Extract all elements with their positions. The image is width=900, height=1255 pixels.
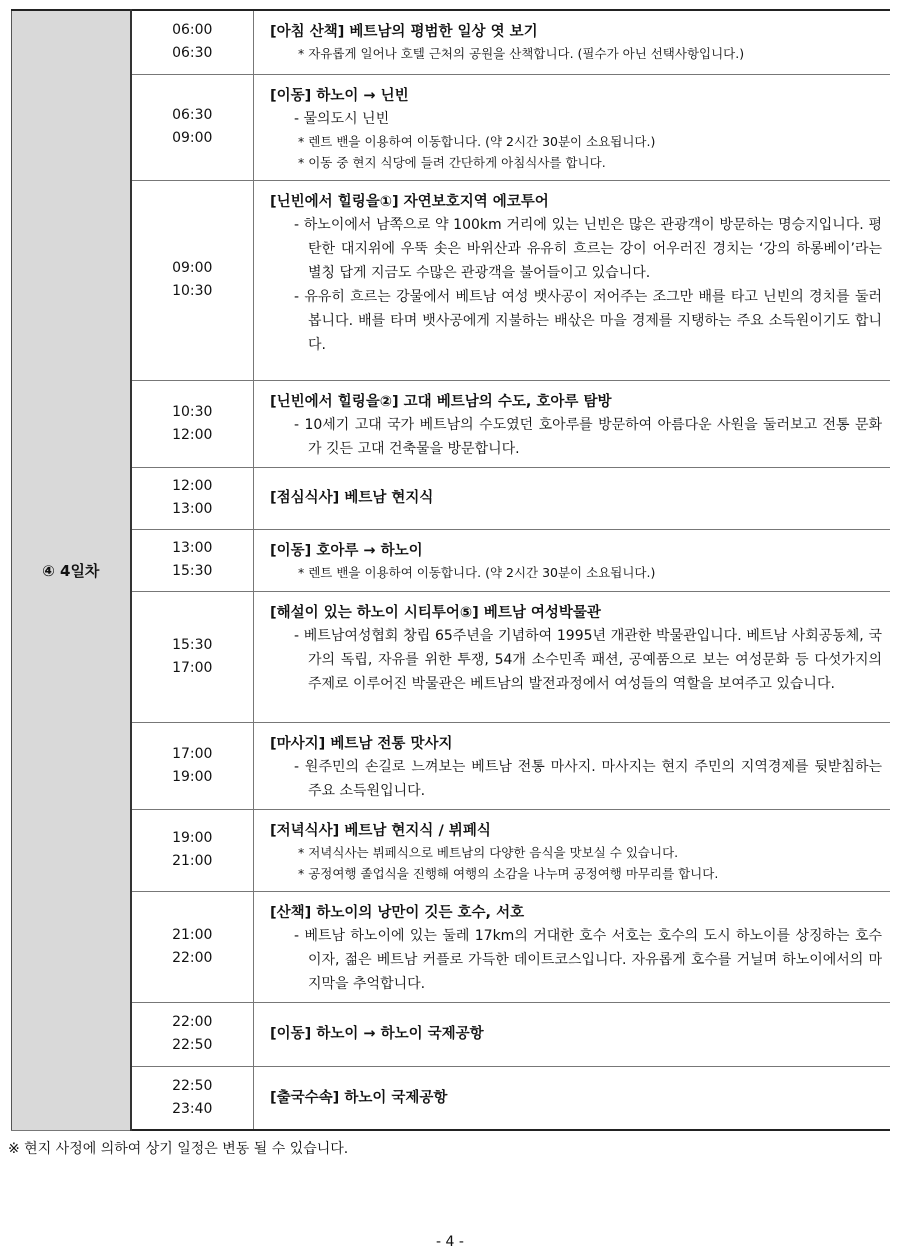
time-range: [131, 591, 254, 722]
activity-title: [저녁식사] 베트남 현지식 / 뷔페식: [270, 822, 491, 839]
activity-detail: - 베트남여성협회 창립 65주년을 기념하여 1995년 개관한 박물관입니다. 베트남 사회공동체, 국가의 독립, 자유를 위한 투쟁, 54개 소수민족 패션, 공예품으로 보는 여성문화 등 다섯가지의 주제로 이루어진 박물관은 베트남의 발전과정에서 여성들의 역할을 보여주고 있습니다.: [294, 627, 882, 692]
time-range: [131, 467, 254, 529]
activity-description: [254, 180, 891, 380]
time-start: 15:30: [172, 636, 213, 653]
activity-description: [254, 891, 891, 1002]
activity-description: [254, 10, 891, 74]
activity-title: [마사지] 베트남 전통 맛사지: [270, 735, 453, 752]
time-end: 12:00: [172, 426, 213, 443]
activity-title: [해설이 있는 하노이 시티투어⑤] 베트남 여성박물관: [270, 604, 601, 621]
time-start: 12:00: [172, 478, 213, 494]
schedule-row: [12, 180, 891, 380]
schedule-row: [12, 809, 891, 891]
activity-description: [254, 380, 891, 467]
activity-detail: - 유유히 흐르는 강물에서 베트남 여성 뱃사공이 저어주는 조그만 배를 타고 닌빈의 경치를 둘러봅니다. 배를 타며 뱃사공에게 지불하는 배삯은 마을 경제를 지탱하는 주요 소득원이기도 합니다.: [294, 288, 882, 353]
time-range: [131, 1002, 254, 1066]
activity-title: [이동] 호아루 → 하노이: [270, 542, 423, 559]
time-end: 21:00: [172, 853, 213, 869]
activity-description: [254, 467, 891, 529]
activity-note: * 렌트 밴을 이용하여 이동합니다. (약 2시간 30분이 소요됩니다.): [298, 133, 656, 149]
activity-title: [아침 산책] 베트남의 평범한 일상 엿 보기: [270, 24, 538, 40]
activity-description: [254, 722, 891, 809]
activity-description: [254, 1002, 891, 1066]
time-start: 21:00: [172, 926, 213, 943]
time-start: 22:00: [172, 1014, 213, 1030]
time-start: 19:00: [172, 830, 213, 846]
activity-description: [254, 1066, 891, 1130]
schedule-row: [12, 591, 891, 722]
schedule-row: [12, 891, 891, 1002]
time-end: 10:30: [172, 283, 213, 299]
time-range: [131, 529, 254, 591]
activity-description: [254, 529, 891, 591]
activity-note: * 저녁식사는 뷔페식으로 베트남의 다양한 음식을 맛보실 수 있습니다.: [298, 844, 679, 860]
activity-note: * 렌트 밴을 이용하여 이동합니다. (약 2시간 30분이 소요됩니다.): [298, 564, 656, 580]
activity-note: * 이동 중 현지 식당에 들려 간단하게 아침식사를 합니다.: [298, 154, 606, 170]
day-label: ④ 4일차: [12, 10, 131, 1130]
activity-description: [254, 591, 891, 722]
activity-detail: - 원주민의 손길로 느껴보는 베트남 전통 마사지. 마사지는 현지 주민의 지역경제를 뒷받침하는 주요 소득원입니다.: [294, 758, 882, 799]
time-range: [131, 1066, 254, 1130]
time-end: 22:50: [172, 1037, 213, 1053]
activity-title: [산책] 하노이의 낭만이 깃든 호수, 서호: [270, 904, 525, 921]
activity-description: [254, 809, 891, 891]
activity-detail: - 10세기 고대 국가 베트남의 수도였던 호아루를 방문하여 아름다운 사원을 둘러보고 전통 문화가 깃든 고대 건축물을 방문합니다.: [294, 416, 882, 457]
time-range: [131, 722, 254, 809]
schedule-row: [12, 10, 891, 74]
schedule-row: [12, 722, 891, 809]
time-end: 22:00: [172, 949, 213, 966]
time-end: 09:00: [172, 130, 213, 146]
time-end: 23:40: [172, 1100, 213, 1117]
schedule-row: [12, 380, 891, 467]
time-start: 06:00: [172, 22, 213, 39]
activity-title: [이동] 하노이 → 닌빈: [270, 87, 409, 104]
time-start: 10:30: [172, 403, 213, 420]
time-end: 13:00: [172, 501, 213, 517]
activity-title: [닌빈에서 힐링을②] 고대 베트남의 수도, 호아루 탐방: [270, 393, 612, 410]
activity-detail: - 하노이에서 남쪽으로 약 100km 거리에 있는 닌빈은 많은 관광객이 방문하는 명승지입니다. 평탄한 대지위에 우뚝 솟은 바위산과 유유히 흐르는 강이 어우러진 경치는 ‘강의 하롱베이’라는 별칭 답게 지금도 수많은 관광객을 불어들이고 있습니다.: [294, 216, 882, 281]
activity-detail: - 베트남 하노이에 있는 둘레 17km의 거대한 호수 서호는 호수의 도시 하노이를 상징하는 호수이자, 젊은 베트남 커플로 가득한 데이트코스입니다. 자유롭게 호수를 거닐며 하노이에서의 마지막을 추억합니다.: [294, 927, 882, 992]
time-end: 15:30: [172, 563, 213, 579]
schedule-row: [12, 74, 891, 180]
activity-note: * 공정여행 졸업식을 진행해 여행의 소감을 나누며 공정여행 마무리를 합니다.: [298, 865, 719, 881]
time-end: 19:00: [172, 768, 213, 785]
schedule-row: [12, 1066, 891, 1130]
page-number: - 4 -: [436, 1234, 464, 1250]
activity-detail: - 물의도시 닌빈: [294, 110, 390, 127]
activity-title: [출국수속] 하노이 국제공항: [270, 1089, 448, 1106]
activity-title: [닌빈에서 힐링을①] 자연보호지역 에코투어: [270, 193, 549, 210]
footnote: ※ 현지 사정에 의하여 상기 일정은 변동 될 수 있습니다.: [8, 1141, 349, 1157]
time-range: [131, 891, 254, 1002]
time-range: [131, 180, 254, 380]
activity-description: [254, 74, 891, 180]
schedule-row: [12, 1002, 891, 1066]
time-range: [131, 380, 254, 467]
itinerary-table: [11, 9, 890, 1131]
time-range: [131, 809, 254, 891]
time-start: 13:00: [172, 540, 213, 556]
activity-title: [점심식사] 베트남 현지식: [270, 490, 434, 506]
time-end: 06:30: [172, 45, 213, 62]
time-range: [131, 10, 254, 74]
time-start: 09:00: [172, 260, 213, 276]
time-range: [131, 74, 254, 180]
activity-title: [이동] 하노이 → 하노이 국제공항: [270, 1026, 484, 1042]
schedule-row: [12, 467, 891, 529]
time-start: 06:30: [172, 107, 213, 123]
time-start: 22:50: [172, 1077, 213, 1094]
schedule-row: [12, 529, 891, 591]
time-end: 17:00: [172, 659, 213, 676]
time-start: 17:00: [172, 745, 213, 762]
activity-note: * 자유롭게 일어나 호텔 근처의 공원을 산책합니다. (필수가 아닌 선택사항입니다.): [298, 46, 745, 61]
